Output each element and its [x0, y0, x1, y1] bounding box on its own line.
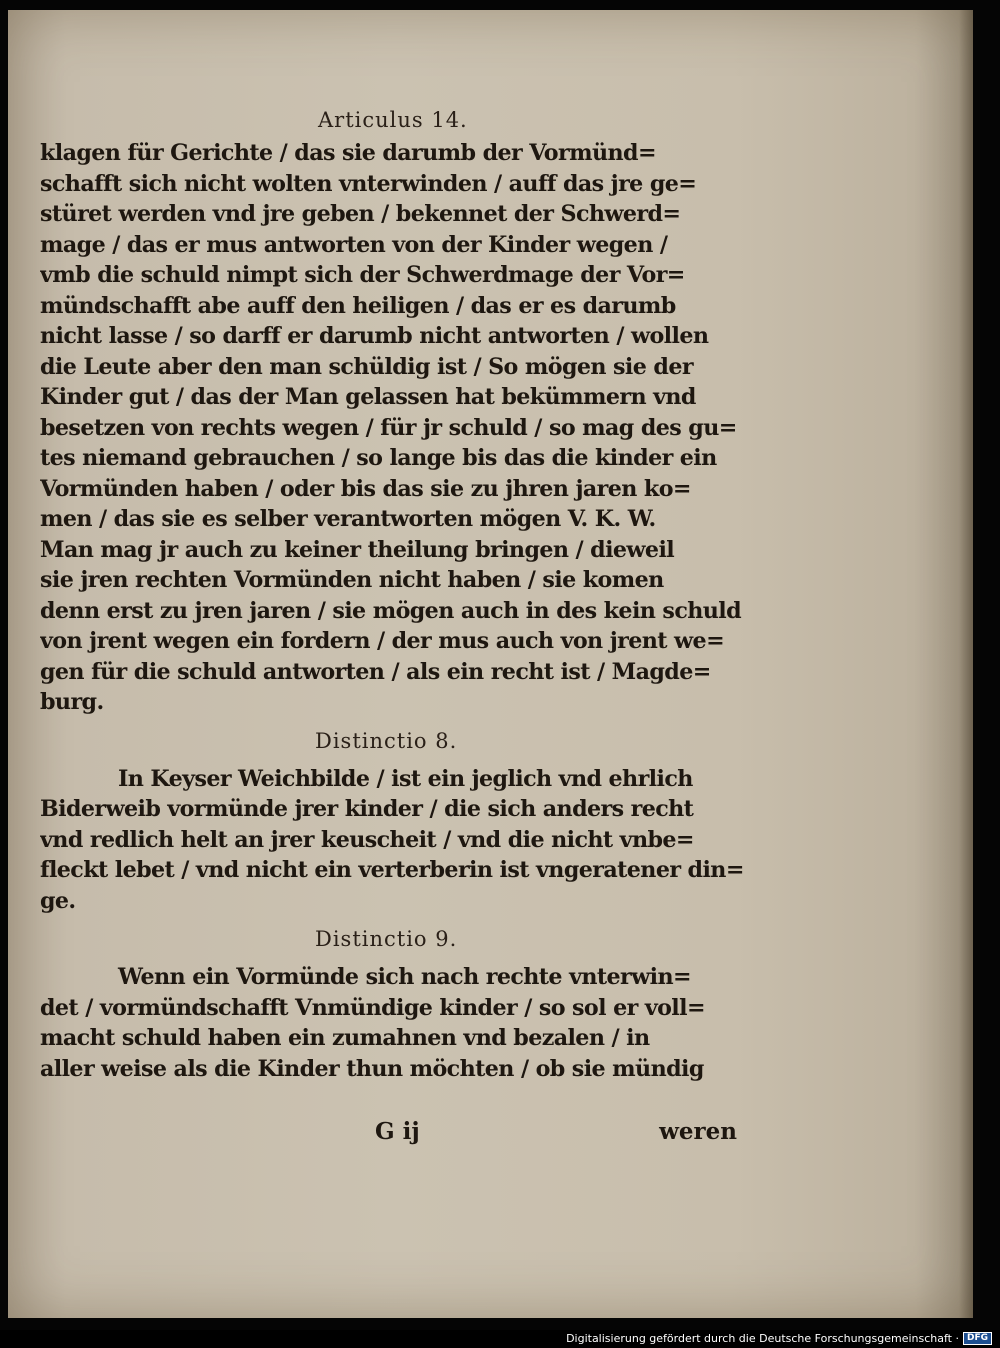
text-block — [40, 138, 745, 1084]
credit-text: Digitalisierung gefördert durch die Deutsche Forschungsgemeinschaft · — [566, 1331, 959, 1345]
text-line: nicht lasse / so darff er darumb nicht antworten / wollen — [40, 323, 709, 349]
signature-mark: G ij — [375, 1118, 420, 1145]
paragraph-3 — [40, 962, 745, 1084]
text-line: tes niemand gebrauchen / so lange bis das die kinder ein — [40, 445, 717, 471]
text-line: men / das sie es selber verantworten mögen V. K. W. — [40, 506, 656, 532]
text-line: burg. — [40, 689, 104, 715]
text-line: det / vormündschafft Vnmündige kinder / so sol er voll= — [40, 994, 705, 1021]
text-line: von jrent wegen ein fordern / der mus auch von jrent we= — [40, 628, 725, 654]
digitization-credit — [566, 1331, 992, 1345]
text-line: mündschafft abe auff den heiligen / das er es darumb — [40, 292, 676, 319]
text-line: schafft sich nicht wolten vnterwinden / auff das jre ge= — [40, 170, 697, 197]
text-line: stüret werden vnd jre geben / bekennet der Schwerd= — [40, 201, 681, 227]
text-line: aller weise als die Kinder thun möchten / ob sie mündig — [40, 1055, 704, 1082]
dfg-logo-icon: DFG — [963, 1332, 992, 1345]
text-line: Man mag jr auch zu keiner theilung bringen / dieweil — [40, 536, 675, 563]
text-line: Vormünden haben / oder bis das sie zu jhren jaren ko= — [40, 475, 691, 502]
section-heading-distinctio-9: Distinctio 9. — [315, 927, 458, 951]
text-line: ge. — [40, 887, 76, 914]
text-line: Biderweib vormünde jrer kinder / die sich anders recht — [40, 796, 694, 822]
text-line: besetzen von rechts wegen / für jr schuld / so mag des gu= — [40, 414, 737, 441]
text-line: die Leute aber den man schüldig ist / So mögen sie der — [40, 353, 693, 380]
text-line: Kinder gut / das der Man gelassen hat bekümmern vnd — [40, 384, 696, 410]
text-line: fleckt lebet / vnd nicht ein verterberin ist vngeratener din= — [40, 857, 744, 883]
text-line: Wenn ein Vormünde sich nach rechte vnterwin= — [118, 964, 691, 990]
page-edge-shadow — [959, 10, 973, 1318]
page-footer-row — [40, 1118, 745, 1154]
text-line: vmb die schuld nimpt sich der Schwerdmage der Vor= — [40, 262, 685, 288]
text-line: denn erst zu jren jaren / sie mögen auch in des kein schuld — [40, 597, 742, 624]
text-line: mage / das er mus antworten von der Kinder wegen / — [40, 231, 668, 258]
running-head: Articulus 14. — [318, 108, 468, 132]
text-line: In Keyser Weichbilde / ist ein jeglich vnd ehrlich — [118, 765, 693, 792]
text-line: gen für die schuld antworten / als ein recht ist / Magde= — [40, 658, 711, 685]
text-line: vnd redlich helt an jrer keuscheit / vnd die nicht vnbe= — [40, 826, 694, 853]
section-heading-distinctio-8: Distinctio 8. — [315, 728, 458, 753]
catchword: weren — [659, 1118, 737, 1145]
text-line: klagen für Gerichte / das sie darumb der Vormünd= — [40, 140, 656, 166]
paragraph-2 — [40, 764, 745, 917]
text-line: macht schuld haben ein zumahnen vnd bezalen / in — [40, 1025, 650, 1051]
text-line: sie jren rechten Vormünden nicht haben / sie komen — [40, 567, 664, 593]
paragraph-1 — [40, 138, 745, 718]
